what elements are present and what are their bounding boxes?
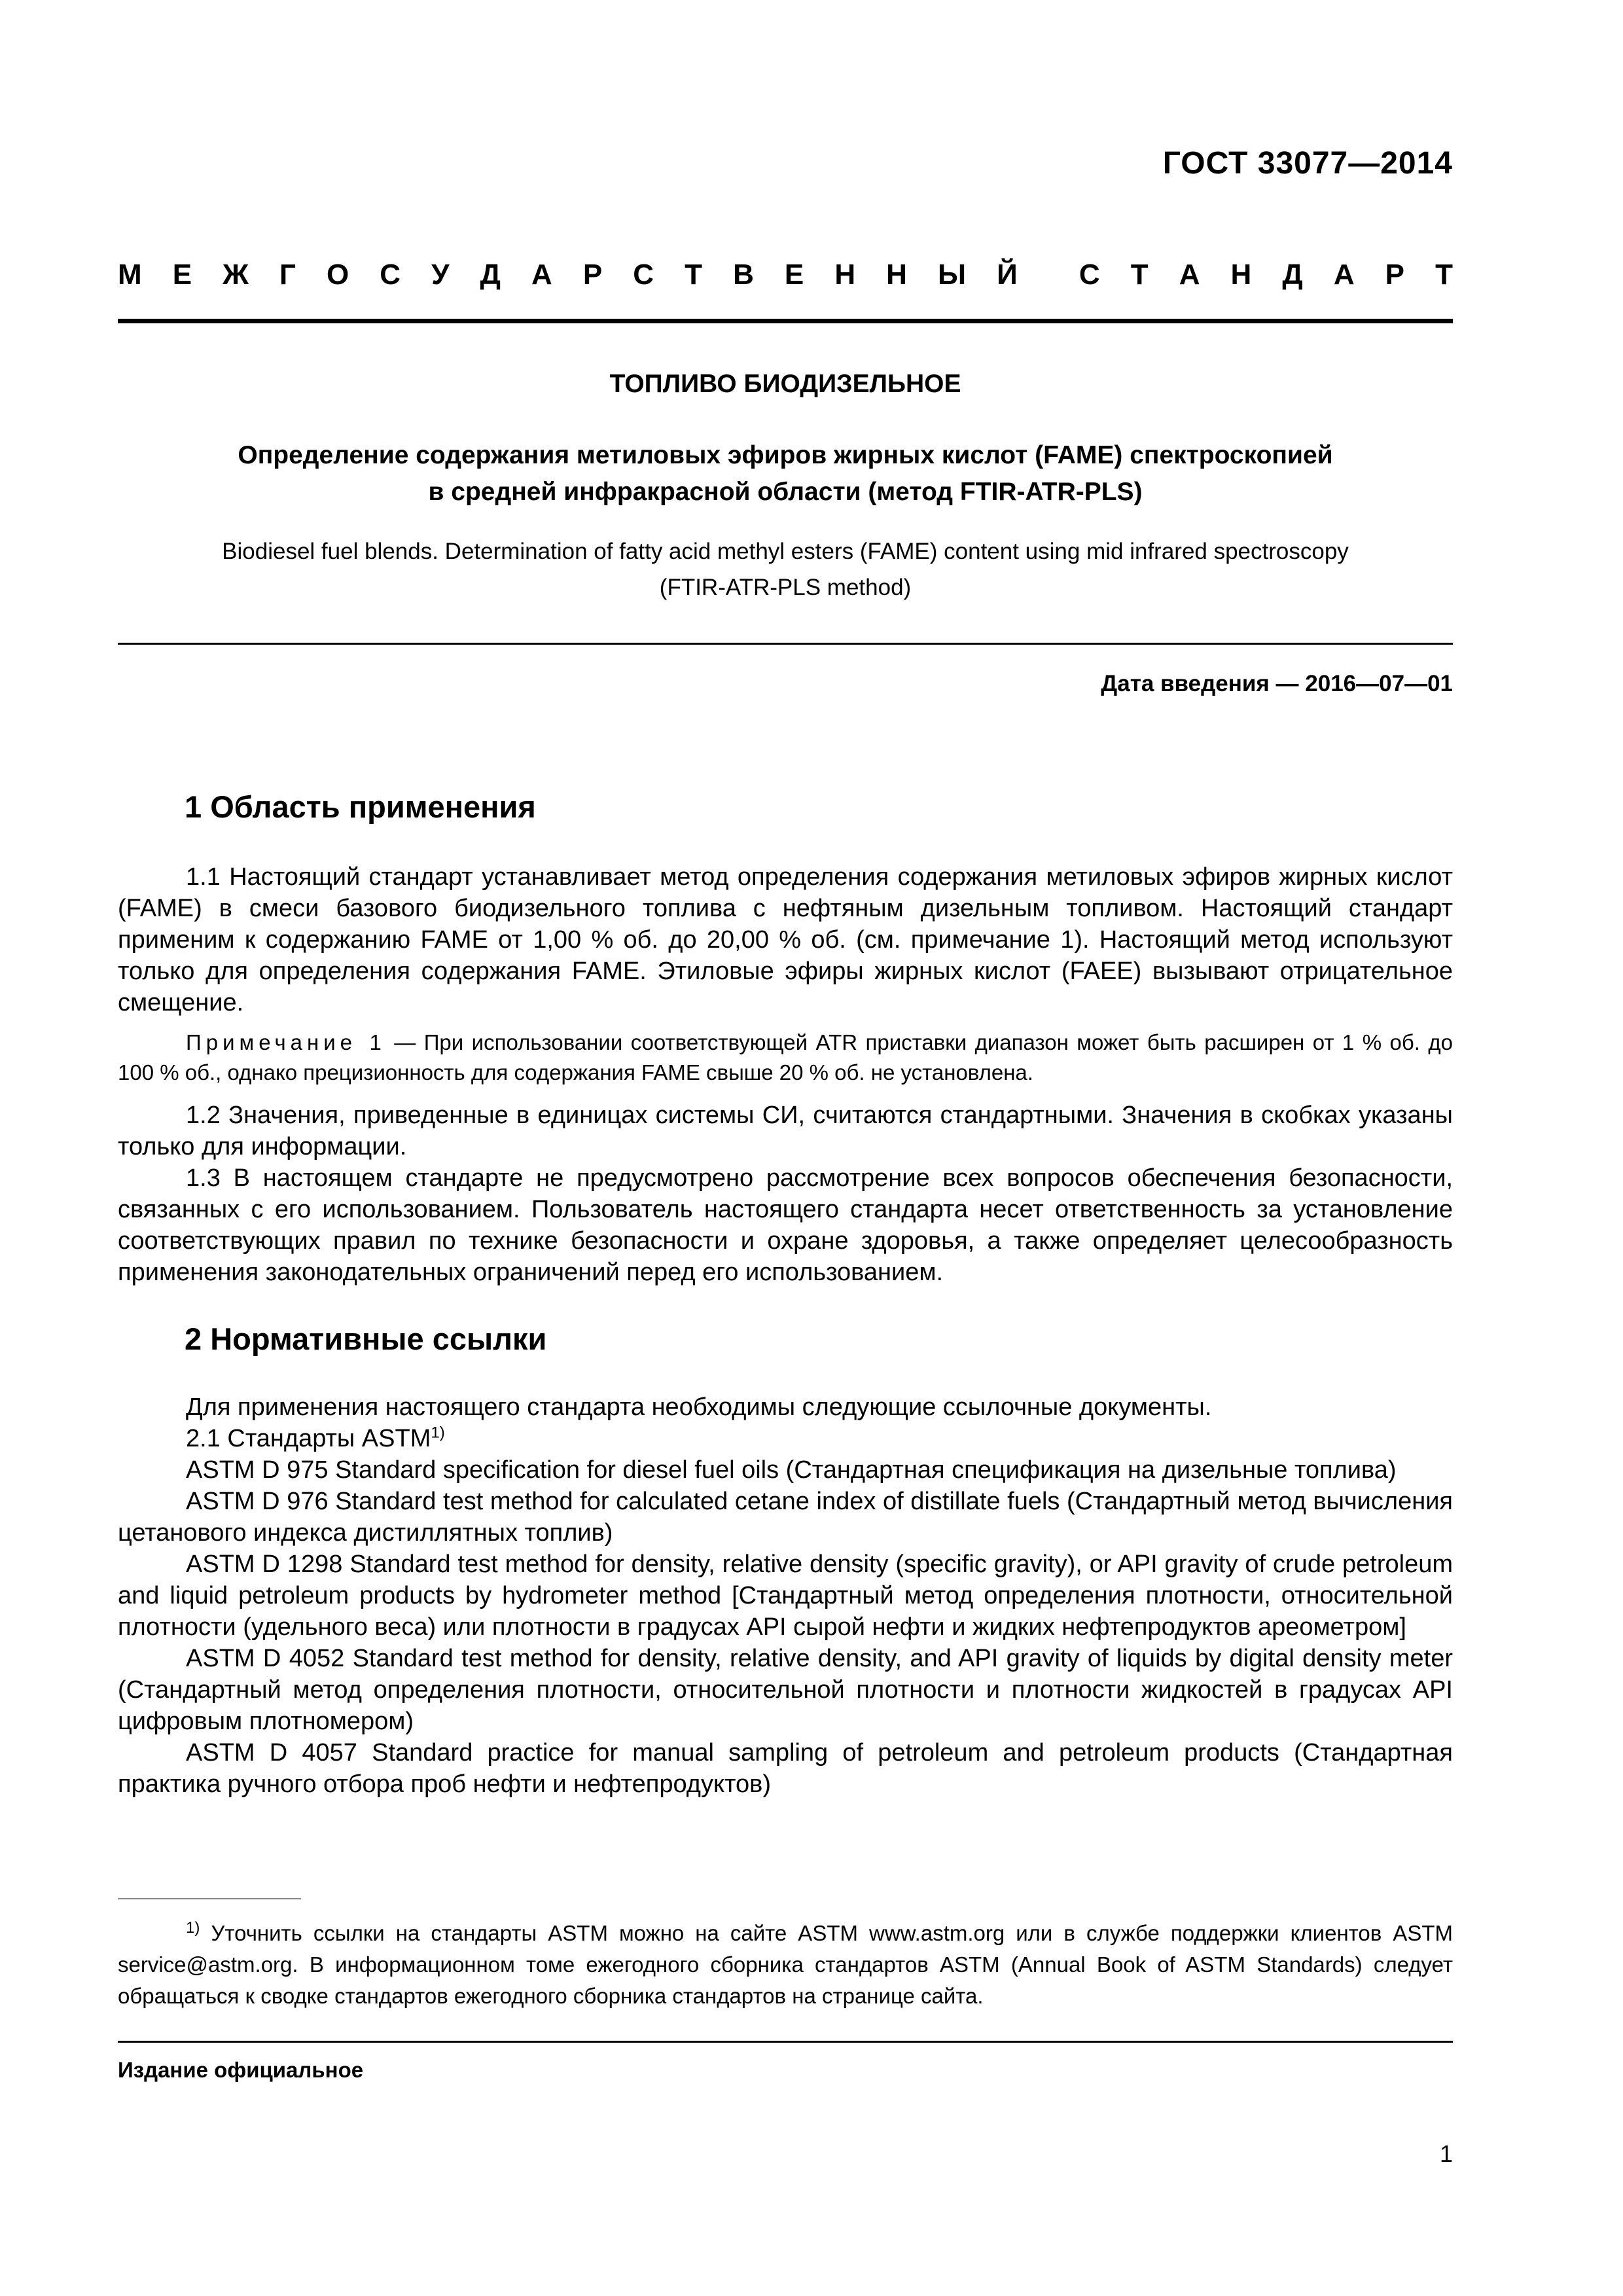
section-2-heading: 2 Нормативные ссылки [185,1321,547,1356]
footnote-marker: 1) [186,1919,200,1937]
standard-type-letter: С [1079,259,1100,291]
paragraph-1-3: 1.3 В настоящем стандарте не предусмотрено рассмотрение всех вопросов обеспечения безопасности, связанных с его использованием. Пользователь настоящего стандарта несет ответственность за установление соответствующих правил по технике безопасности и охране здоровья, а также определяет целесообразность применения законодательных ограничений перед его использованием. [118,1164,1453,1286]
standard-type-letter: Н [886,259,907,291]
standard-type-letter: Ж [223,259,249,291]
standard-type-letter: Н [834,259,856,291]
paragraph-1-2: 1.2 Значения, приведенные в единицах системы СИ, считаются стандартными. Значения в скобках указаны только для информации. [118,1102,1453,1160]
footnote [118,1918,1453,2012]
english-title-line: Biodiesel fuel blends. Determination of fatty acid methyl esters (FAME) content using mid infrared spectroscopy [222,539,1349,564]
note-label: Примечание 1 [186,1030,386,1054]
edition-label: Издание официальное [118,2058,364,2082]
standard-type-letter: Т [1130,259,1149,291]
standard-type-letter: О [327,259,349,291]
standard-type-letter: Т [685,259,702,291]
paragraph-2-1-text: 2.1 Стандарты ASTM [186,1425,431,1452]
reference-item: ASTM D 975 Standard specification for diesel fuel oils (Стандартная спецификация на дизельные топлива) [186,1456,1397,1484]
standard-type-letter: Ы [938,259,967,291]
standard-type-letter: А [1179,259,1200,291]
standard-type-letter: У [431,259,450,291]
footnote-text: Уточнить ссылки на стандарты ASTM можно на сайте ASTM www.astm.org или в службе поддержки клиентов ASTM service@astm.org. В информационном томе ежегодного сборника стандартов ASTM (Annual Book of ASTM Standards) следует обращаться к сводке стандартов ежегодного сборника стандартов на странице сайта. [118,1921,1453,2008]
standard-type-letter: Д [480,259,501,291]
paragraph-1-1: 1.1 Настоящий стандарт устанавливает метод определения содержания метиловых эфиров жирных кислот (FAME) в смеси базового биодизельного топлива с нефтяным дизельным топливом. Настоящий стандарт применим к содержанию FAME от 1,00 % об. до 20,00 % об. (см. примечание 1). Настоящий метод используют только для определения содержания FAME. Этиловые эфиры жирных кислот (FAEE) вызывают отрицательное смещение. [118,863,1453,1016]
standard-type-letter: Р [1385,259,1405,291]
standard-type-letter: В [733,259,754,291]
paragraph-2-1 [118,1423,1453,1454]
standard-type-letter: Т [1435,259,1453,291]
reference-item: ASTM D 4057 Standard practice for manual sampling of petroleum and petroleum products (Стандартная практика ручного отбора проб нефти и нефтепродуктов) [118,1739,1453,1798]
introduction-date: Дата введения — 2016—07—01 [1101,671,1453,696]
reference-item: ASTM D 4052 Standard test method for density, relative density, and API gravity of liquids by digital density meter (Стандартный метод определения плотности, относительной плотности и плотности жидкостей в градусах API цифровым плотномером) [118,1645,1453,1735]
section-1-body [118,861,1453,1288]
document-page [118,0,1453,2296]
subtitle-line: Определение содержания метиловых эфиров жирных кислот (FAME) спектроскопией [238,441,1333,469]
standard-type-letter: Н [1230,259,1252,291]
footnote-ref[interactable]: 1) [431,1424,445,1442]
standard-type-letter: Е [784,259,804,291]
standard-type-letter: Е [172,259,192,291]
standard-type-letter: С [380,259,401,291]
standard-type-letter: А [531,259,552,291]
standard-type-letter: Й [997,259,1018,291]
subtitle-line: в средней инфракрасной области (метод FTIR-ATR-PLS) [428,478,1143,506]
standard-type-letter: А [1333,259,1355,291]
reference-item: ASTM D 976 Standard test method for calculated cetane index of distillate fuels (Стандартный метод вычисления цетанового индекса дистиллятных топлив) [118,1488,1453,1547]
footnote-separator [118,1898,301,1899]
document-subtitle [118,437,1453,511]
footer-rule [118,2041,1453,2043]
standard-type-letter: Д [1282,259,1303,291]
document-title: ТОПЛИВО БИОДИЗЕЛЬНОЕ [609,370,961,398]
paragraph-2-intro: Для применения настоящего стандарта необходимы следующие ссылочные документы. [186,1393,1212,1421]
section-2-body [118,1391,1453,1800]
document-number: ГОСТ 33077—2014 [1162,146,1453,181]
standard-type-letter: М [118,259,142,291]
standard-type-header [118,259,1453,291]
section-1-heading: 1 Область применения [185,789,536,824]
title-rule [118,643,1453,645]
standard-type-letter: Г [279,259,296,291]
note-text: — При использовании соответствующей ATR приставки диапазон может быть расширен от 1 % об. до 100 % об., однако прецизионность для содержания FAME свыше 20 % об. не установлена. [118,1030,1453,1085]
header-rule [118,319,1453,323]
english-title [118,533,1453,605]
page-number: 1 [1439,2140,1453,2167]
standard-type-letter: Р [582,259,603,291]
reference-item: ASTM D 1298 Standard test method for density, relative density (specific gravity), or API gravity of crude petroleum and liquid petroleum products by hydrometer method [Стандартный метод определения плотности, относительной плотности (удельного веса) или плотности в градусах API сырой нефти и жидких нефтепродуктов ареометром] [118,1551,1453,1641]
note-1 [118,1028,1453,1088]
english-title-line: (FTIR-ATR-PLS method) [659,575,912,600]
standard-type-letter: С [633,259,654,291]
